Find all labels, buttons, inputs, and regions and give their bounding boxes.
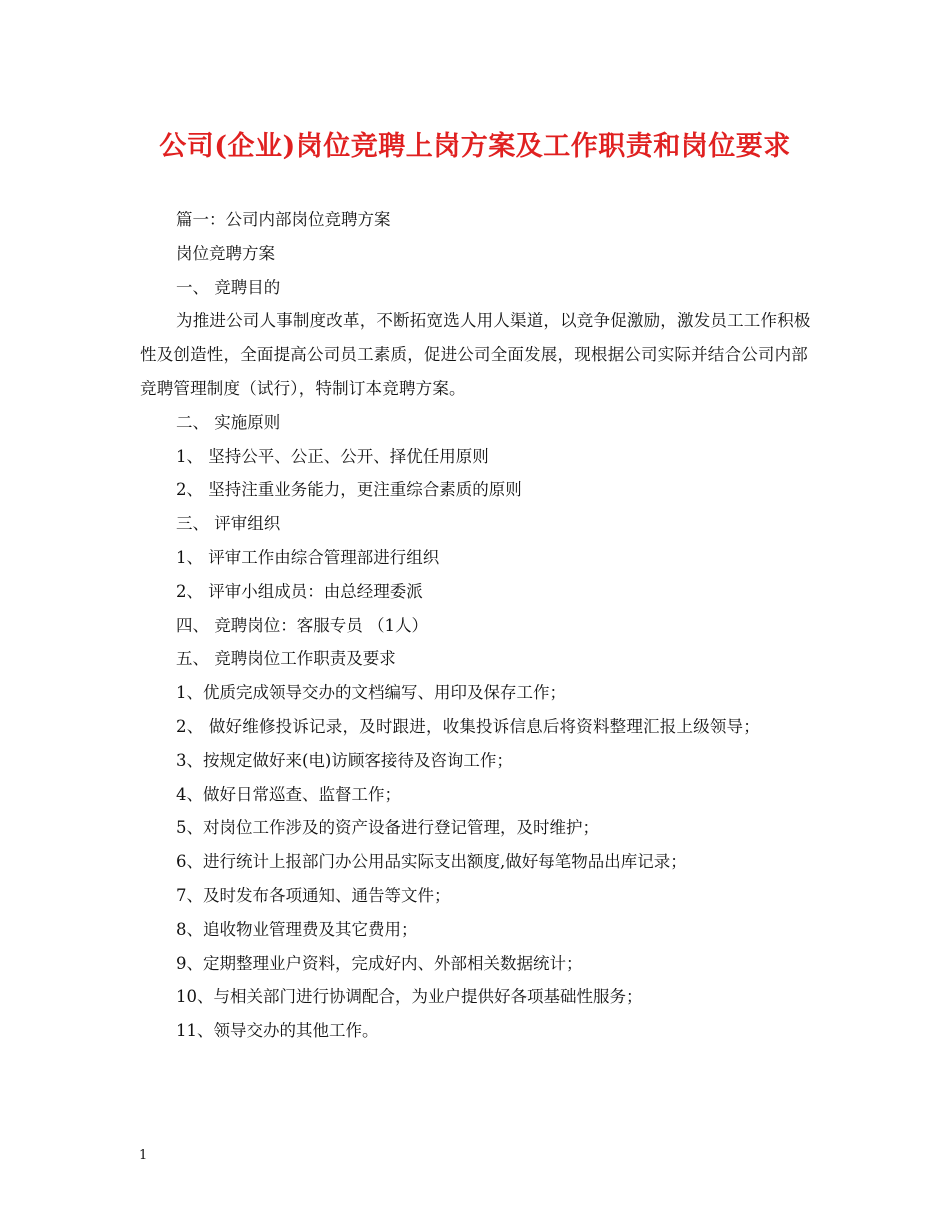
paragraph-7: 2、 坚持注重业务能力，更注重综合素质的原则 bbox=[176, 480, 522, 500]
paragraph-22: 10、与相关部门进行协调配合，为业户提供好各项基础性服务； bbox=[176, 987, 643, 1007]
paragraph-9: 1、 评审工作由综合管理部进行组织 bbox=[176, 547, 440, 567]
paragraph-1: 篇一：公司内部岗位竞聘方案 bbox=[176, 210, 391, 229]
paragraph-6: 1、 坚持公平、公正、公开、择优任用原则 bbox=[176, 446, 489, 466]
document-title: 公司(企业)岗位竞聘上岗方案及工作职责和岗位要求 bbox=[159, 131, 791, 162]
paragraph-21: 9、定期整理业户资料，完成好内、外部相关数据统计； bbox=[176, 953, 583, 973]
paragraph-19: 7、及时发布各项通知、通告等文件； bbox=[176, 885, 451, 905]
paragraph-17: 5、对岗位工作涉及的资产设备进行登记管理，及时维护； bbox=[176, 818, 599, 838]
paragraph-2: 岗位竞聘方案 bbox=[176, 243, 275, 263]
paragraph-15: 3、按规定做好来(电)访顾客接待及咨询工作； bbox=[176, 750, 513, 770]
paragraph-23: 11、领导交办的其他工作。 bbox=[176, 1021, 379, 1041]
paragraph-4: 为推进公司人事制度改革，不断拓宽选人用人渠道，以竞争促激励，激发员工工作积极性及创造性，全面提高公司员工素质，促进公司全面发展，现根据公司实际并结合公司内部竞聘管理制度（试行），特制订本竞聘方案。 bbox=[140, 311, 811, 398]
paragraph-18: 6、进行统计上报部门办公用品实际支出额度,做好每笔物品出库记录； bbox=[176, 852, 687, 872]
paragraph-8: 三、 评审组织 bbox=[176, 514, 281, 534]
paragraph-11: 四、 竞聘岗位：客服专员 （1人） bbox=[176, 615, 428, 635]
paragraph-10: 2、 评审小组成员：由总经理委派 bbox=[176, 581, 423, 601]
paragraph-13: 1、优质完成领导交办的文档编写、用印及保存工作； bbox=[176, 683, 566, 703]
paragraph-16: 4、做好日常巡查、监督工作； bbox=[176, 784, 401, 804]
document-body bbox=[140, 203, 812, 1048]
paragraph-20: 8、追收物业管理费及其它费用； bbox=[176, 919, 418, 939]
page-number: 1 bbox=[139, 1148, 148, 1163]
paragraph-3: 一、 竞聘目的 bbox=[176, 277, 281, 297]
paragraph-12: 五、 竞聘岗位工作职责及要求 bbox=[176, 649, 396, 669]
paragraph-14: 2、 做好维修投诉记录，及时跟进，收集投诉信息后将资料整理汇报上级领导； bbox=[176, 716, 760, 736]
paragraph-5: 二、 实施原则 bbox=[176, 412, 281, 432]
